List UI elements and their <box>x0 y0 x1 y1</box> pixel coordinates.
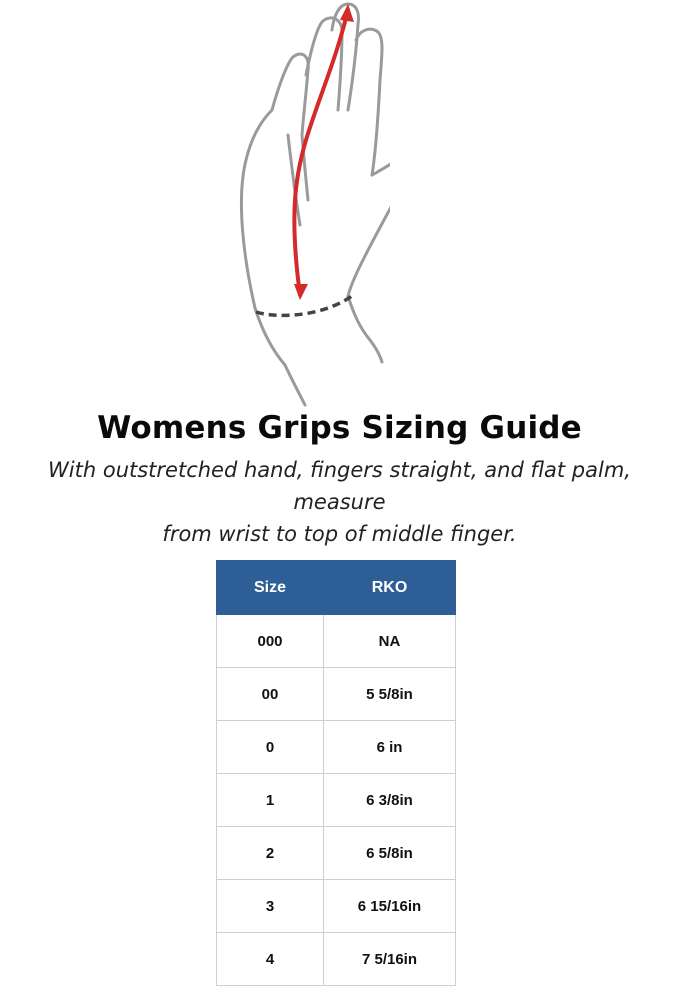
table-row <box>217 615 456 668</box>
size-cell: 4 <box>217 933 324 986</box>
table-row <box>217 933 456 986</box>
size-cell: 1 <box>217 774 324 827</box>
instructions <box>0 454 679 550</box>
size-cell: 00 <box>217 668 324 721</box>
rko-cell: 7 5/16in <box>324 933 456 986</box>
header-rko: RKO <box>324 561 456 615</box>
rko-cell: 6 3/8in <box>324 774 456 827</box>
table-row <box>217 721 456 774</box>
rko-cell: 6 in <box>324 721 456 774</box>
rko-cell: NA <box>324 615 456 668</box>
size-cell: 000 <box>217 615 324 668</box>
table-header-row <box>217 561 456 615</box>
size-cell: 3 <box>217 880 324 933</box>
wrist-line-icon <box>256 296 352 315</box>
instruction-line: from wrist to top of middle finger. <box>162 522 517 546</box>
measurement-arrow-icon <box>294 4 354 300</box>
hand-illustration <box>230 0 390 410</box>
size-cell: 0 <box>217 721 324 774</box>
header-size: Size <box>217 561 324 615</box>
table-row <box>217 774 456 827</box>
sizing-table <box>216 560 456 986</box>
rko-cell: 5 5/8in <box>324 668 456 721</box>
rko-cell: 6 5/8in <box>324 827 456 880</box>
instruction-line: With outstretched hand, fingers straight, and flat palm, measure <box>48 458 631 514</box>
size-cell: 2 <box>217 827 324 880</box>
table-row <box>217 880 456 933</box>
page-title: Womens Grips Sizing Guide <box>97 410 582 446</box>
rko-cell: 6 15/16in <box>324 880 456 933</box>
table-row <box>217 668 456 721</box>
table-row <box>217 827 456 880</box>
hand-outline-icon <box>241 4 390 405</box>
